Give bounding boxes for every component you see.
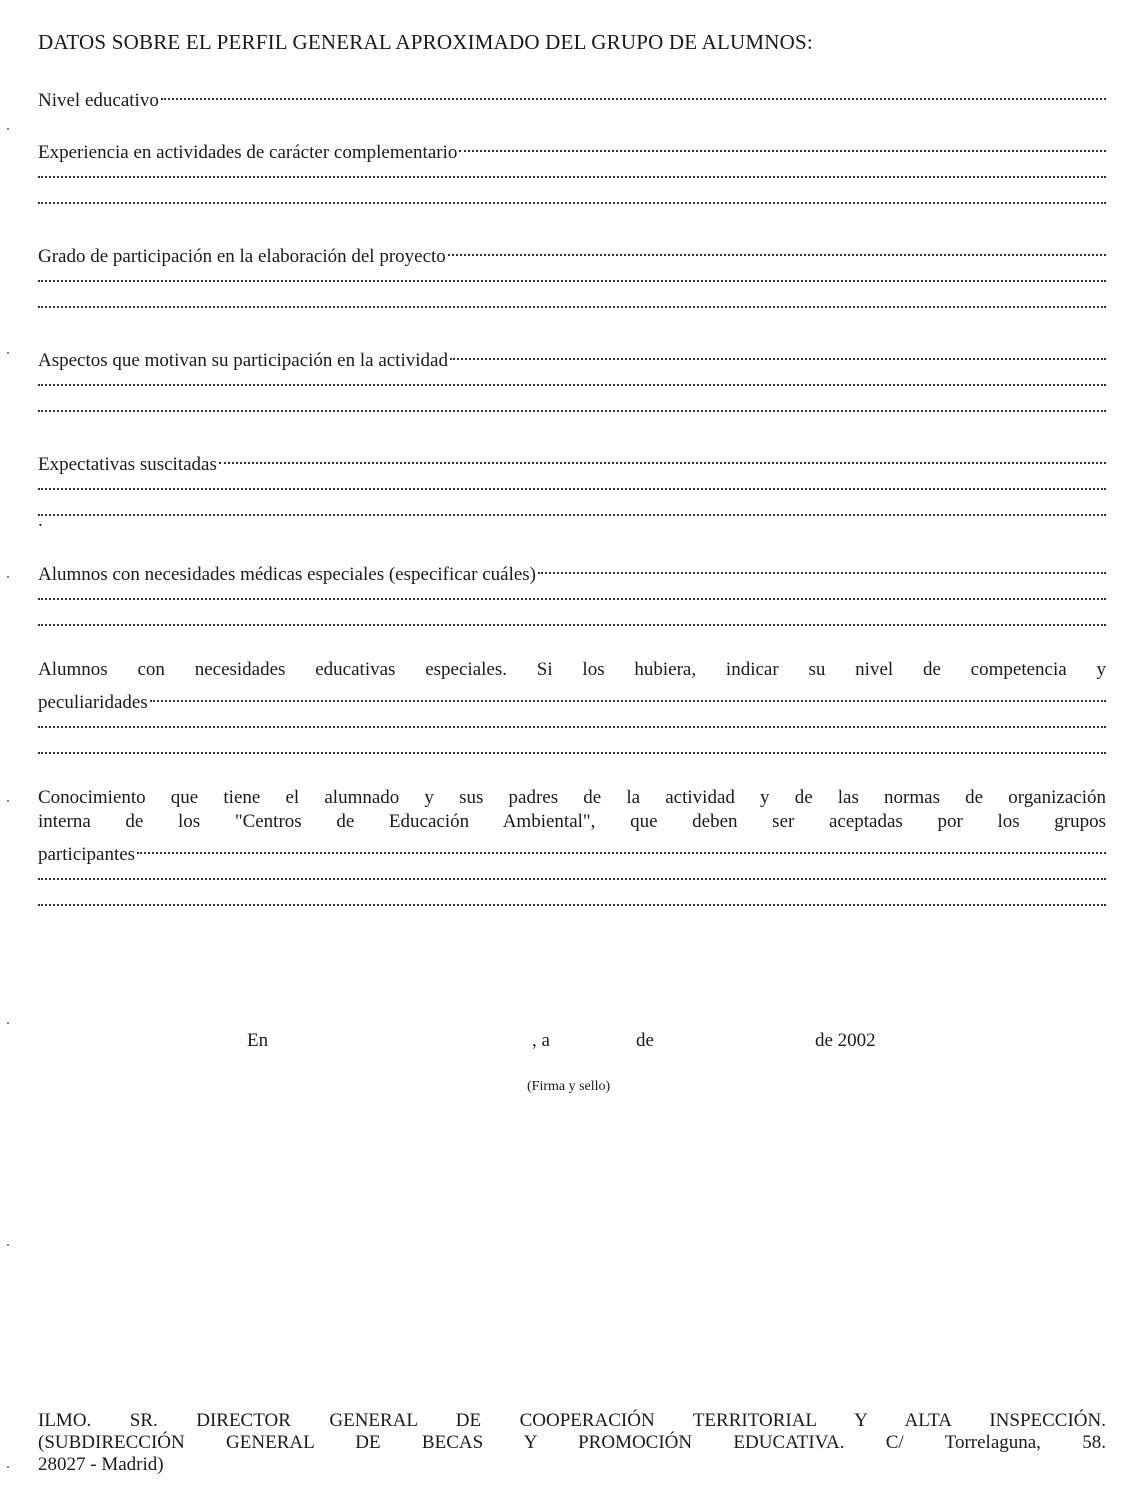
date-place-label: En: [247, 1030, 269, 1051]
answer-line[interactable]: [38, 288, 1106, 314]
margin-mark: [7, 1466, 9, 1468]
margin-mark: [7, 800, 9, 802]
field-nivel-educativo: [38, 80, 1106, 111]
answer-line[interactable]: [38, 158, 1106, 184]
answer-line[interactable]: [38, 366, 1106, 392]
field-label-cont: interna de los "Centros de Educación Ambiental", que deben ser aceptadas por los grupos: [38, 811, 1106, 832]
field-label: Conocimiento que tiene el alumnado y sus padres de la actividad y de las normas de organización: [38, 787, 1106, 808]
field-expectativas: [38, 444, 1106, 531]
answer-line[interactable]: [448, 236, 1106, 262]
field-label-cont: peculiaridades: [38, 692, 148, 713]
answer-line[interactable]: [137, 834, 1106, 860]
margin-mark: [7, 1022, 9, 1024]
address-line: ILMO. SR. DIRECTOR GENERAL DE COOPERACIÓN TERRITORIAL Y ALTA INSPECCIÓN.: [38, 1410, 1106, 1431]
field-label: Expectativas suscitadas: [38, 454, 217, 475]
answer-line[interactable]: [38, 392, 1106, 418]
date-de-label: de: [636, 1030, 654, 1051]
date-year-label: de 2002: [815, 1030, 876, 1051]
answer-line[interactable]: [38, 886, 1106, 912]
form-fields: [38, 80, 1106, 938]
stray-mark: .: [38, 510, 43, 531]
field-necesidades-medicas: [38, 554, 1106, 632]
answer-line[interactable]: [38, 470, 1106, 496]
answer-line[interactable]: [38, 184, 1106, 210]
answer-line[interactable]: [38, 734, 1106, 760]
field-necesidades-educativas: [38, 658, 1106, 760]
address-line: (SUBDIRECCIÓN GENERAL DE BECAS Y PROMOCIÓN EDUCATIVA. C/ Torrelaguna, 58.: [38, 1432, 1106, 1453]
field-aspectos: [38, 340, 1106, 418]
field-label: Experiencia en actividades de carácter complementario: [38, 142, 458, 163]
field-label: Alumnos con necesidades médicas especiales (especificar cuáles): [38, 564, 536, 585]
answer-line[interactable]: [38, 262, 1106, 288]
answer-line[interactable]: [38, 496, 1106, 522]
answer-line[interactable]: [150, 682, 1106, 708]
answer-line[interactable]: [459, 132, 1106, 158]
field-label-cont: participantes: [38, 844, 136, 865]
answer-line[interactable]: [538, 554, 1106, 580]
answer-line[interactable]: [38, 580, 1106, 606]
field-label: Grado de participación en la elaboración del proyecto: [38, 246, 446, 267]
field-grado-participacion: [38, 236, 1106, 314]
date-a-label: , a: [532, 1030, 550, 1051]
field-label: Aspectos que motivan su participación en la actividad: [38, 350, 448, 371]
answer-line[interactable]: [38, 606, 1106, 632]
answer-line[interactable]: [219, 444, 1106, 470]
field-experiencia: [38, 132, 1106, 210]
field-label: Nivel educativo: [38, 90, 159, 111]
field-conocimiento: [38, 786, 1106, 912]
recipient-address: [38, 1410, 1106, 1476]
margin-mark: [7, 576, 9, 578]
address-line: 28027 - Madrid): [38, 1454, 164, 1475]
answer-line[interactable]: [38, 708, 1106, 734]
margin-mark: [7, 128, 9, 130]
answer-line[interactable]: [161, 80, 1106, 106]
answer-line[interactable]: [450, 340, 1106, 366]
answer-line[interactable]: [38, 860, 1106, 886]
margin-mark: [7, 1244, 9, 1246]
signature-caption: (Firma y sello): [527, 1079, 611, 1094]
margin-mark: [7, 352, 9, 354]
page-title: DATOS SOBRE EL PERFIL GENERAL APROXIMADO DEL GRUPO DE ALUMNOS:: [38, 30, 813, 54]
field-label: Alumnos con necesidades educativas especiales. Si los hubiera, indicar su nivel de competencia y: [38, 659, 1106, 680]
